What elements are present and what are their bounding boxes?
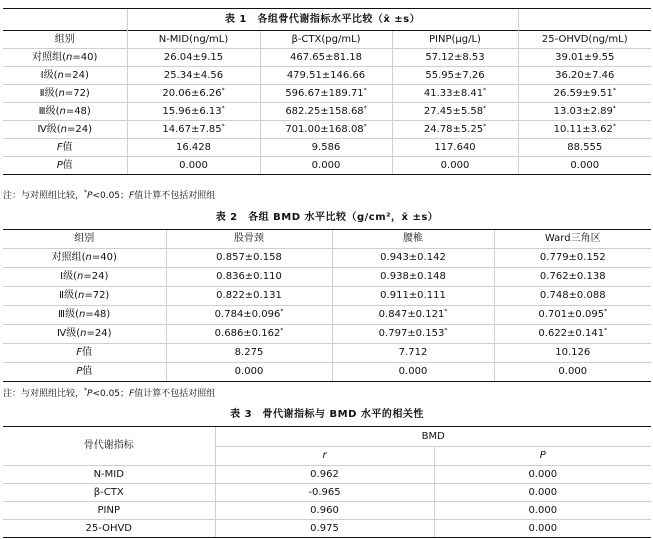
table-row: Ⅱ级(n=72) 20.06±6.26* 596.67±189.71* 41.33±8.41* 26.59±9.51* [3, 85, 651, 103]
value-cell: 20.06±6.26 [162, 87, 222, 99]
group-label: Ⅳ级( [57, 328, 81, 339]
value-cell: 14.67±7.85 [162, 123, 222, 135]
value-cell: 0.701±0.095 [538, 309, 605, 320]
p-value: 0.000 [166, 363, 332, 382]
p-value: 0.000 [434, 466, 651, 484]
f-value: 9.586 [260, 139, 392, 157]
f-value: 88.555 [518, 139, 651, 157]
column-header: 股骨颈 [166, 230, 332, 249]
table-row: Ⅲ级(n=48) 15.96±6.13* 682.25±158.68* 27.45±5.58* 13.03±2.89* [3, 103, 651, 121]
table-row: Ⅳ级(n=24) 0.686±0.162* 0.797±0.153* 0.622±0.141* [3, 325, 651, 344]
value-cell: 0.822±0.131 [216, 290, 282, 301]
value-cell: 24.78±5.25 [423, 123, 484, 135]
r-value: 0.960 [215, 502, 434, 520]
value-cell: 10.11±3.62 [553, 123, 613, 135]
p-value: 0.000 [434, 520, 651, 538]
value-cell: 13.03±2.89 [553, 105, 613, 117]
subheader-r: r [215, 447, 434, 466]
value-cell: 0.748±0.088 [539, 290, 606, 301]
value-cell: 0.938±0.148 [380, 271, 446, 282]
value-cell: 26.59±9.51 [553, 87, 613, 99]
value-cell: 27.45±5.58 [423, 105, 484, 117]
group-label: Ⅱ级( [59, 290, 78, 301]
p-value: 0.000 [518, 157, 651, 175]
p-value: 0.000 [434, 484, 651, 502]
table-row [3, 502, 651, 520]
f-value: 8.275 [166, 344, 332, 363]
value-cell: 0.686±0.162 [214, 328, 281, 339]
column-header: 腰椎 [332, 230, 494, 249]
table-1-note: 注：与对照组比较，*P<0.05；F值计算不包括对照组 [3, 189, 216, 201]
p-value: 0.000 [260, 157, 392, 175]
value-cell: 26.04±9.15 [163, 51, 224, 63]
group-label: Ⅰ级( [60, 271, 77, 282]
column-header: Ward三角区 [494, 230, 651, 249]
f-value-row: F值 16.428 9.586 117.640 88.555 [3, 139, 651, 157]
column-header: 25-OHVD(ng/mL) [518, 31, 651, 49]
table-row [3, 484, 651, 502]
r-value: -0.965 [215, 484, 434, 502]
column-header: β-CTX(pg/mL) [260, 31, 392, 49]
f-value-row: F值 8.275 7.712 10.126 [3, 344, 651, 363]
value-cell: 0.762±0.138 [539, 271, 606, 282]
table-row: Ⅲ级(n=48) 0.784±0.096* 0.847±0.121* 0.701±0.095* [3, 306, 651, 325]
value-cell: 15.96±6.13 [162, 105, 222, 117]
value-cell: 0.622±0.141 [538, 328, 605, 339]
group-label: Ⅲ级( [58, 309, 79, 320]
table-1-title: 表 1 各组骨代谢指标水平比较（x̄ ±s） [127, 9, 518, 31]
table-row [3, 466, 651, 484]
group-label: Ⅰ级( [40, 69, 58, 81]
table-3 [3, 404, 651, 538]
table-2-header-row [3, 230, 651, 249]
p-value: 0.000 [434, 502, 651, 520]
value-cell: 701.00±168.08 [285, 123, 364, 135]
table-row: Ⅰ级(n=24) 25.34±4.56 479.51±146.66 55.95±7.26 36.20±7.46 [3, 67, 651, 85]
p-value-row: P值 0.000 0.000 0.000 [3, 363, 651, 382]
group-label: 对照组( [51, 252, 86, 263]
table-2-note: 注：与对照组比较，*P<0.05；F值计算不包括对照组 [3, 387, 216, 399]
subheader-p: P [434, 447, 651, 466]
value-cell: 0.836±0.110 [216, 271, 282, 282]
value-cell: 0.784±0.096 [214, 309, 281, 320]
table-row: Ⅱ级(n=72) 0.822±0.131 0.911±0.111 0.748±0.088 [3, 287, 651, 306]
column-header: N-MID(ng/mL) [127, 31, 260, 49]
table-3-title: 表 3 骨代谢指标与 BMD 水平的相关性 [230, 409, 424, 420]
value-cell: 0.943±0.142 [380, 252, 446, 263]
value-cell: 596.67±189.71 [285, 87, 364, 99]
value-cell: 0.779±0.152 [539, 252, 606, 263]
f-value: 7.712 [332, 344, 494, 363]
value-cell: 0.911±0.111 [380, 290, 446, 301]
p-value: 0.000 [127, 157, 260, 175]
table-row: Ⅳ级(n=24) 14.67±7.85* 701.00±168.08* 24.78±5.25* 10.11±3.62* [3, 121, 651, 139]
value-cell: 0.857±0.158 [216, 252, 282, 263]
value-cell: 25.34±4.56 [163, 69, 224, 81]
value-cell: 479.51±146.66 [286, 69, 366, 81]
value-cell: 467.65±81.18 [290, 51, 362, 63]
group-label: 对照组( [32, 51, 67, 63]
value-cell: 39.01±9.55 [555, 51, 615, 63]
value-cell: 0.847±0.121 [378, 309, 445, 320]
value-cell: 0.797±0.153 [378, 328, 445, 339]
index-name: 25-OHVD [3, 520, 215, 538]
p-value: 0.000 [392, 157, 518, 175]
value-cell: 36.20±7.46 [555, 69, 615, 81]
f-value: 16.428 [127, 139, 260, 157]
group-label: Ⅲ级( [38, 105, 60, 117]
table-row: 对照组(n=40) 0.857±0.158 0.943±0.142 0.779±0.152 [3, 249, 651, 268]
r-value: 0.975 [215, 520, 434, 538]
group-label: Ⅱ级( [39, 87, 59, 99]
p-value: 0.000 [494, 363, 651, 382]
column-header: 组别 [3, 230, 166, 249]
p-value: 0.000 [332, 363, 494, 382]
column-header-bmd: BMD [215, 427, 651, 447]
f-value: 117.640 [392, 139, 518, 157]
group-label: Ⅳ级( [37, 123, 61, 135]
column-header: PINP(μg/L) [392, 31, 518, 49]
column-header: 组别 [3, 31, 127, 49]
table-1-header-row [3, 31, 651, 49]
value-cell: 55.95±7.26 [425, 69, 485, 81]
value-cell: 41.33±8.41 [423, 87, 484, 99]
table-2 [3, 207, 651, 382]
table-row [3, 520, 651, 538]
f-value: 10.126 [494, 344, 651, 363]
index-name: β-CTX [3, 484, 215, 502]
table-row: Ⅰ级(n=24) 0.836±0.110 0.938±0.148 0.762±0.138 [3, 268, 651, 287]
r-value: 0.962 [215, 466, 434, 484]
value-cell: 57.12±8.53 [425, 51, 485, 63]
value-cell: 682.25±158.68 [285, 105, 364, 117]
index-name: PINP [3, 502, 215, 520]
index-name: N-MID [3, 466, 215, 484]
table-2-title: 表 2 各组 BMD 水平比较（g/cm²，x̄ ±s） [215, 212, 439, 223]
table-1 [3, 8, 651, 175]
p-value-row: P值 0.000 0.000 0.000 0.000 [3, 157, 651, 175]
column-header-index: 骨代谢指标 [3, 427, 215, 466]
table-row: 对照组(n=40) 26.04±9.15 467.65±81.18 57.12±8.53 39.01±9.55 [3, 49, 651, 67]
